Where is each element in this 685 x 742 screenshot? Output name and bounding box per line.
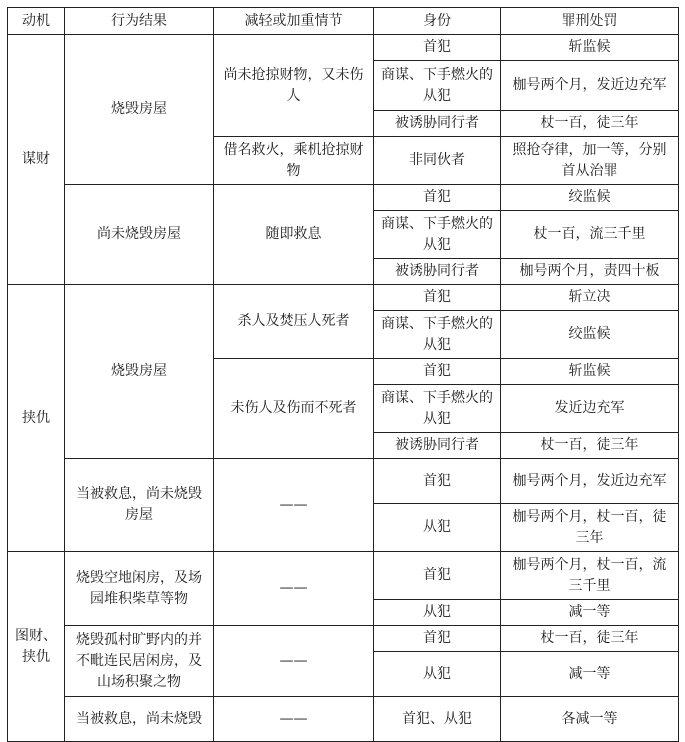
identity-cell: 从犯 xyxy=(374,600,501,626)
dash-mark: —— xyxy=(279,652,308,669)
table-row xyxy=(8,459,679,504)
dash-mark: —— xyxy=(279,710,308,727)
penalty-cell: 杖一百，徒三年 xyxy=(501,626,679,652)
circumstance-cell: 杀人及焚压人死者 xyxy=(214,285,374,359)
header-circumstance: 减轻或加重情节 xyxy=(214,8,374,35)
identity-cell: 从犯 xyxy=(374,652,501,697)
table-container xyxy=(7,7,679,742)
penalty-cell: 杖一百，徒三年 xyxy=(501,111,679,137)
header-result: 行为结果 xyxy=(65,8,214,35)
table-row xyxy=(8,185,679,211)
penalty-cell: 减一等 xyxy=(501,652,679,697)
penalty-cell: 枷号两个月，发近边充军 xyxy=(501,61,679,111)
identity-cell: 首犯 xyxy=(374,626,501,652)
result-cell: 烧毁空地闲房，及场园堆积柴草等物 xyxy=(65,552,214,626)
penalty-cell: 照抢夺律，加一等，分别首从治罪 xyxy=(501,137,679,185)
header-penalty: 罪刑处罚 xyxy=(501,8,679,35)
identity-cell: 商谋、下手燃火的从犯 xyxy=(374,211,501,259)
identity-cell: 被诱胁同行者 xyxy=(374,433,501,459)
circumstance-cell: 尚未抢掠财物，又未伤人 xyxy=(214,35,374,137)
identity-cell: 从犯 xyxy=(374,504,501,552)
identity-cell: 商谋、下手燃火的从犯 xyxy=(374,311,501,359)
identity-cell: 首犯 xyxy=(374,459,501,504)
result-cell: 烧毁房屋 xyxy=(65,35,214,185)
circumstance-cell xyxy=(214,697,374,742)
header-motive: 动机 xyxy=(8,8,65,35)
identity-cell: 被诱胁同行者 xyxy=(374,259,501,285)
circumstance-cell: 借名救火，乘机抢掠财物 xyxy=(214,137,374,185)
table-row xyxy=(8,552,679,600)
identity-cell: 首犯 xyxy=(374,285,501,311)
arson-penalty-table xyxy=(7,7,679,742)
identity-cell: 非同伙者 xyxy=(374,137,501,185)
header-row xyxy=(8,8,679,35)
penalty-cell: 枷号两个月，杖一百，流三千里 xyxy=(501,552,679,600)
circumstance-cell: 未伤人及伤而不死者 xyxy=(214,359,374,459)
table-row xyxy=(8,626,679,652)
result-cell: 尚未烧毁房屋 xyxy=(65,185,214,285)
dash-mark: —— xyxy=(279,496,308,513)
result-cell: 当被救息，尚未烧毁 xyxy=(65,697,214,742)
table-row xyxy=(8,285,679,311)
penalty-cell: 杖一百，流三千里 xyxy=(501,211,679,259)
penalty-cell: 斩监候 xyxy=(501,35,679,61)
motive-cell: 挟仇 xyxy=(8,285,65,552)
penalty-cell: 减一等 xyxy=(501,600,679,626)
dash-mark: —— xyxy=(279,580,308,596)
identity-cell: 被诱胁同行者 xyxy=(374,111,501,137)
identity-cell: 首犯、从犯 xyxy=(374,697,501,742)
circumstance-cell xyxy=(214,552,374,626)
header-identity: 身份 xyxy=(374,8,501,35)
penalty-cell: 杖一百，徒三年 xyxy=(501,433,679,459)
penalty-cell: 枷号两个月，责四十板 xyxy=(501,259,679,285)
penalty-cell: 枷号两个月，发近边充军 xyxy=(501,459,679,504)
penalty-cell: 枷号两个月，杖一百，徒三年 xyxy=(501,504,679,552)
identity-cell: 首犯 xyxy=(374,35,501,61)
table-row xyxy=(8,35,679,61)
result-cell: 当被救息，尚未烧毁房屋 xyxy=(65,459,214,552)
identity-cell: 首犯 xyxy=(374,552,501,600)
identity-cell: 商谋、下手燃火的从犯 xyxy=(374,61,501,111)
circumstance-cell xyxy=(214,459,374,552)
result-cell: 烧毁房屋 xyxy=(65,285,214,459)
penalty-cell: 绞监候 xyxy=(501,185,679,211)
motive-cell: 图财、挟仇 xyxy=(8,552,65,742)
result-cell: 烧毁孤村旷野内的并不毗连民居闲房，及山场积聚之物 xyxy=(65,626,214,697)
table-row xyxy=(8,697,679,742)
circumstance-cell xyxy=(214,626,374,697)
penalty-cell: 斩立决 xyxy=(501,285,679,311)
penalty-cell: 绞监候 xyxy=(501,311,679,359)
identity-cell: 首犯 xyxy=(374,359,501,385)
penalty-cell: 发近边充军 xyxy=(501,385,679,433)
penalty-cell: 各减一等 xyxy=(501,697,679,742)
identity-cell: 首犯 xyxy=(374,185,501,211)
identity-cell: 商谋、下手燃火的从犯 xyxy=(374,385,501,433)
penalty-cell: 斩监候 xyxy=(501,359,679,385)
motive-cell: 谋财 xyxy=(8,35,65,285)
circumstance-cell: 随即救息 xyxy=(214,185,374,285)
